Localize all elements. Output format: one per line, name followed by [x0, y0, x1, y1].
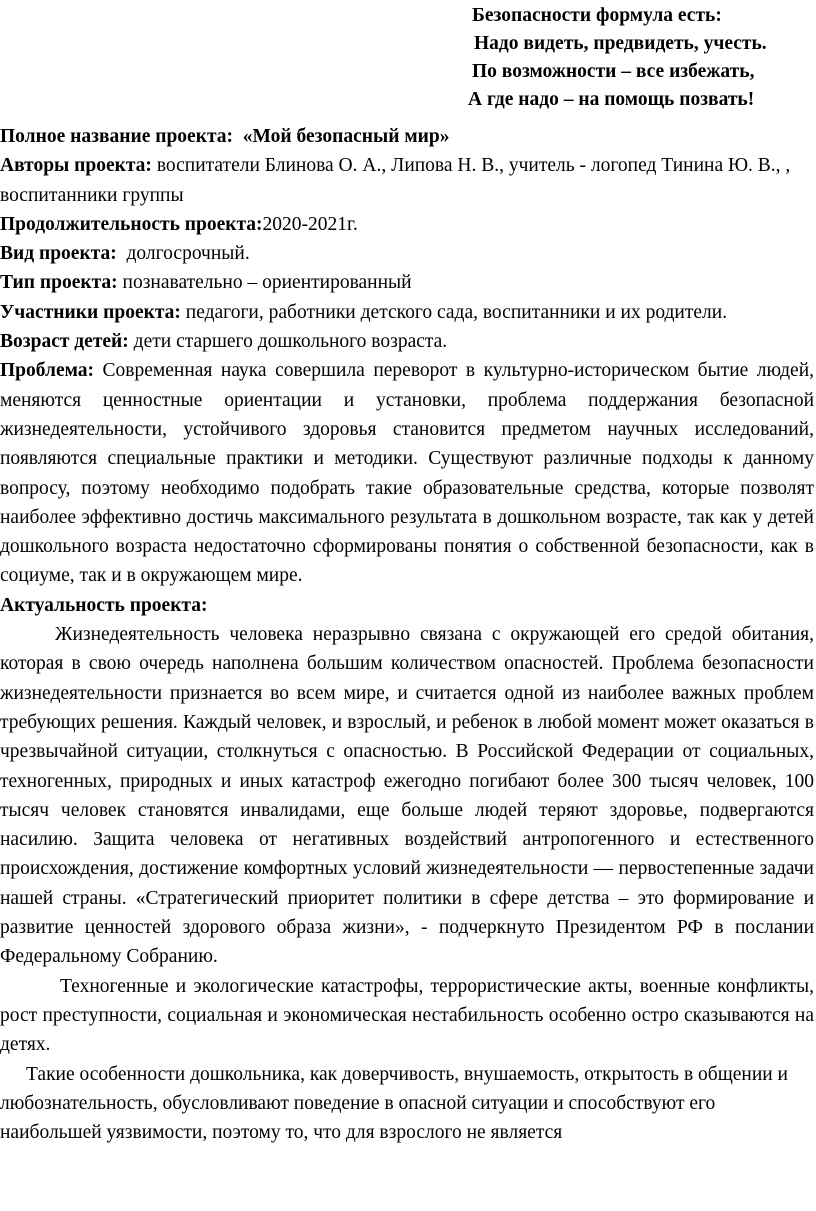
project-duration-label: Продолжительность проекта:: [0, 213, 263, 235]
project-participants-row: [0, 298, 814, 327]
project-participants-label: Участники проекта:: [0, 301, 181, 323]
project-kind-value: долгосрочный.: [126, 243, 250, 265]
epigraph: [466, 2, 814, 114]
project-name-value: «Мой безопасный мир»: [242, 126, 450, 147]
epigraph-line-2: Надо видеть, предвидеть, учесть.: [474, 33, 767, 54]
relevance-paragraph-1: Жизнедеятельность человека неразрывно связана с окружающей его средой обитания, которая в свою очередь наполнена большим количеством опасностей. Проблема безопасности жизнедеятельности признается во всем мире, и считается одной из наиболее важных проблем требующих решения. Каждый человек, и взрослый, и ребенок в любой момент может оказаться в чрезвычайной ситуации, столкнуться с опасностью. В Российской Федерации от социальных, техногенных, природных и иных катастроф ежегодно погибают более 300 тысяч человек, 100 тысяч человек становятся инвалидами, еще больше людей теряют здоровье, подвергаются насилию. Защита человека от негативных воздействий антропогенного и естественного происхождения, достижение комфортных условий жизнедеятельности — первостепенные задачи нашей страны. «Стратегический приоритет политики в сфере детства – это формирование и развитие ценностей здорового образа жизни», - подчеркнуто Президентом РФ в послании Федеральному Собранию.: [0, 624, 814, 968]
project-duration-value: 2020-2021г.: [262, 213, 358, 235]
project-name-label: Полное название проекта:: [0, 126, 234, 147]
document-body: [0, 122, 814, 1147]
project-authors-label: Авторы проекта:: [0, 155, 152, 177]
epigraph-line-3: По возможности – все избежать,: [472, 61, 755, 82]
project-name-row: [0, 122, 814, 151]
epigraph-line-4: А где надо – на помощь позвать!: [468, 89, 755, 110]
project-type-row: [0, 268, 814, 297]
project-authors-row: [0, 151, 814, 210]
project-age-value: дети старшего дошкольного возраста.: [133, 331, 448, 353]
project-age-row: [0, 327, 814, 356]
project-type-label: Тип проекта:: [0, 272, 118, 294]
project-relevance-label: Актуальность проекта:: [0, 594, 208, 616]
epigraph-line-1: Безопасности формула есть:: [472, 5, 722, 26]
project-problem-value: Современная наука совершила переворот в культурно-историческом бытие людей, меняются ценностные ориентации и установки, проблема поддержания безопасной жизнедеятельности, устойчивого здоровья становится предметом научных исследований, появляются специальные практики и методики. Существуют различные подходы к данному вопросу, поэтому необходимо подобрать такие образовательные средства, которые позволят наиболее эффективно достичь максимального результата в дошкольном возрасте, так как у детей дошкольного возраста недостаточно сформированы понятия о собственной безопасности, как в социуме, так и в окружающем мире.: [0, 360, 815, 587]
project-problem-paragraph: [0, 356, 814, 590]
project-authors-value: воспитатели Блинова О. А., Липова Н. В., учитель - логопед Тинина Ю. В., , воспитанники группы: [0, 155, 791, 206]
project-relevance-heading-row: [0, 591, 814, 620]
project-kind-label: Вид проекта:: [0, 243, 117, 265]
relevance-paragraph-3: Такие особенности дошкольника, как доверчивость, внушаемость, открытость в общении и любознательность, обусловливают поведение в опасной ситуации и способствуют его наибольшей уязвимости, поэтому то, что для взрослого не является: [0, 1063, 788, 1144]
project-duration-row: [0, 210, 814, 239]
project-participants-value: педагоги, работники детского сада, воспитанники и их родители.: [185, 301, 728, 323]
project-problem-label: Проблема:: [0, 360, 95, 382]
relevance-paragraph-2: Техногенные и экологические катастрофы, террористические акты, военные конфликты, рост преступности, социальная и экономическая нестабильность особенно остро сказываются на детях.: [0, 975, 814, 1056]
project-kind-row: [0, 239, 814, 268]
project-age-label: Возраст детей:: [0, 331, 129, 353]
project-type-value: познавательно – ориентированный: [122, 272, 412, 294]
